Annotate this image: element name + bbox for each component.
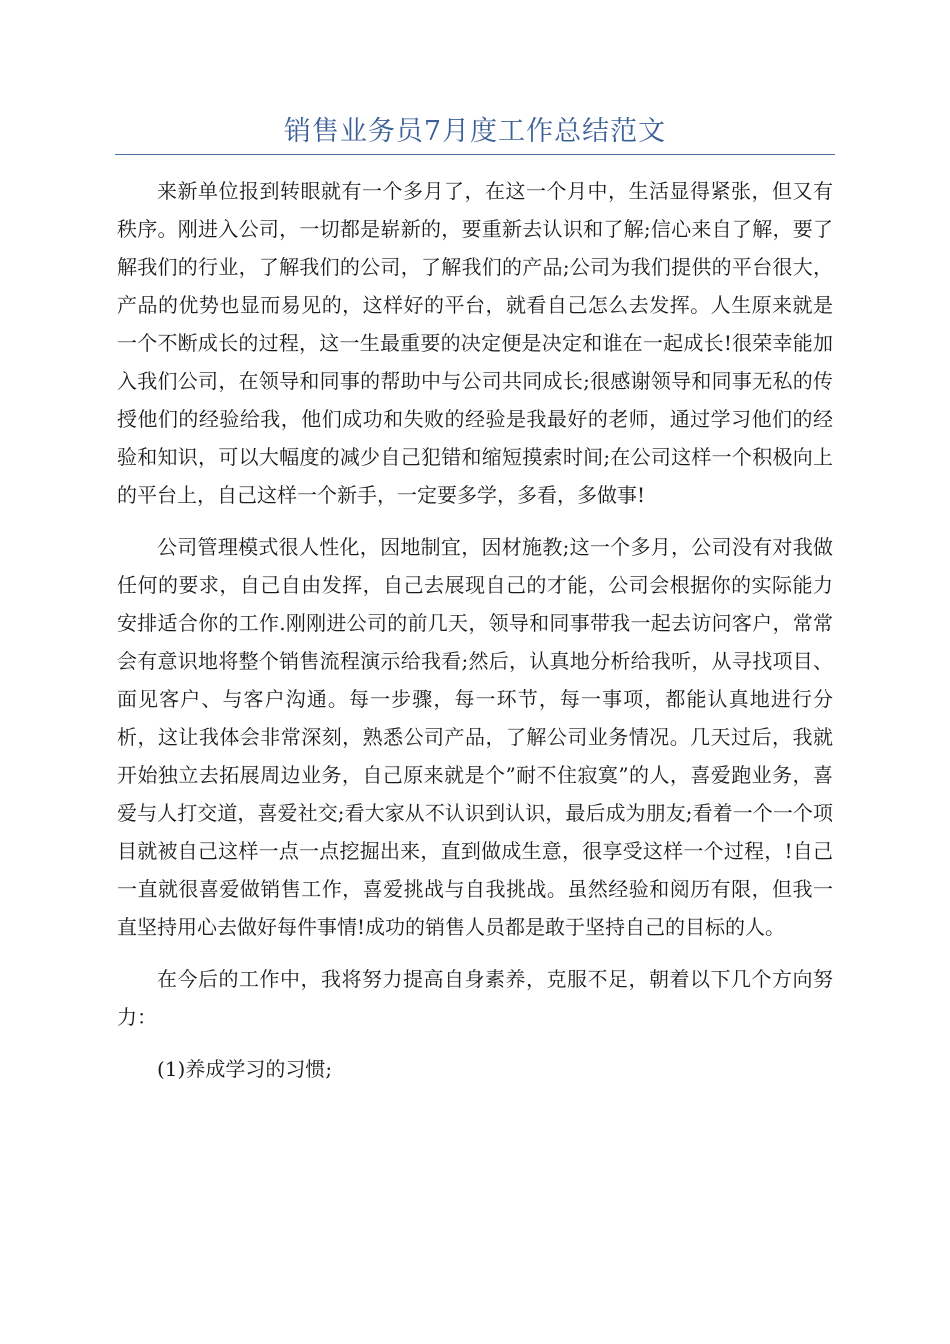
paragraph-3: 在今后的工作中，我将努力提高自身素养，克服不足，朝着以下几个方向努力： [117,967,833,1029]
paragraph-2: 公司管理模式很人性化，因地制宜，因材施教;这一个多月，公司没有对我做任何的要求，自己自由发挥，自己去展现自己的才能，公司会根据你的实际能力安排适合你的工作.刚刚进公司的前几天，领导和同事带我一起去访问客户，常常会有意识地将整个销售流程演示给我看;然后，认真地分析给我听，从寻找项目、面见客户、与客户沟通。每一步骤，每一环节，每一事项，都能认真地进行分析，这让我体会非常深刻，熟悉公司产品，了解公司业务情况。几天过后，我就开始独立去拓展周边业务，自己原来就是个”耐不住寂寞”的人，喜爱跑业务，喜爱与人打交道，喜爱社交;看大家从不认识到认识，最后成为朋友;看着一个一个项目就被自己这样一点一点挖掘出来，直到做成生意，很享受这样一个过程，!自己一直就很喜爱做销售工作，喜爱挑战与自我挑战。虽然经验和阅历有限，但我一直坚持用心去做好每件事情!成功的销售人员都是敢于坚持自己的目标的人。 [117,535,833,939]
paragraph-1: 来新单位报到转眼就有一个多月了，在这一个月中，生活显得紧张，但又有秩序。刚进入公司，一切都是崭新的，要重新去认识和了解;信心来自了解，要了解我们的行业，了解我们的公司，了解我们的产品;公司为我们提供的平台很大，产品的优势也显而易见的，这样好的平台，就看自己怎么去发挥。人生原来就是一个不断成长的过程，这一生最重要的决定便是决定和谁在一起成长!很荣幸能加入我们公司，在领导和同事的帮助中与公司共同成长;很感谢领导和同事无私的传授他们的经验给我，他们成功和失败的经验是我最好的老师，通过学习他们的经验和知识，可以大幅度的减少自己犯错和缩短摸索时间;在公司这样一个积极向上的平台上，自己这样一个新手，一定要多学，多看，多做事! [117,179,833,507]
paragraph-4: (1)养成学习的习惯; [157,1057,333,1081]
title-underline [115,154,835,155]
document-title: 销售业务员7月度工作总结范文 [283,116,667,147]
document-body [117,172,833,1102]
